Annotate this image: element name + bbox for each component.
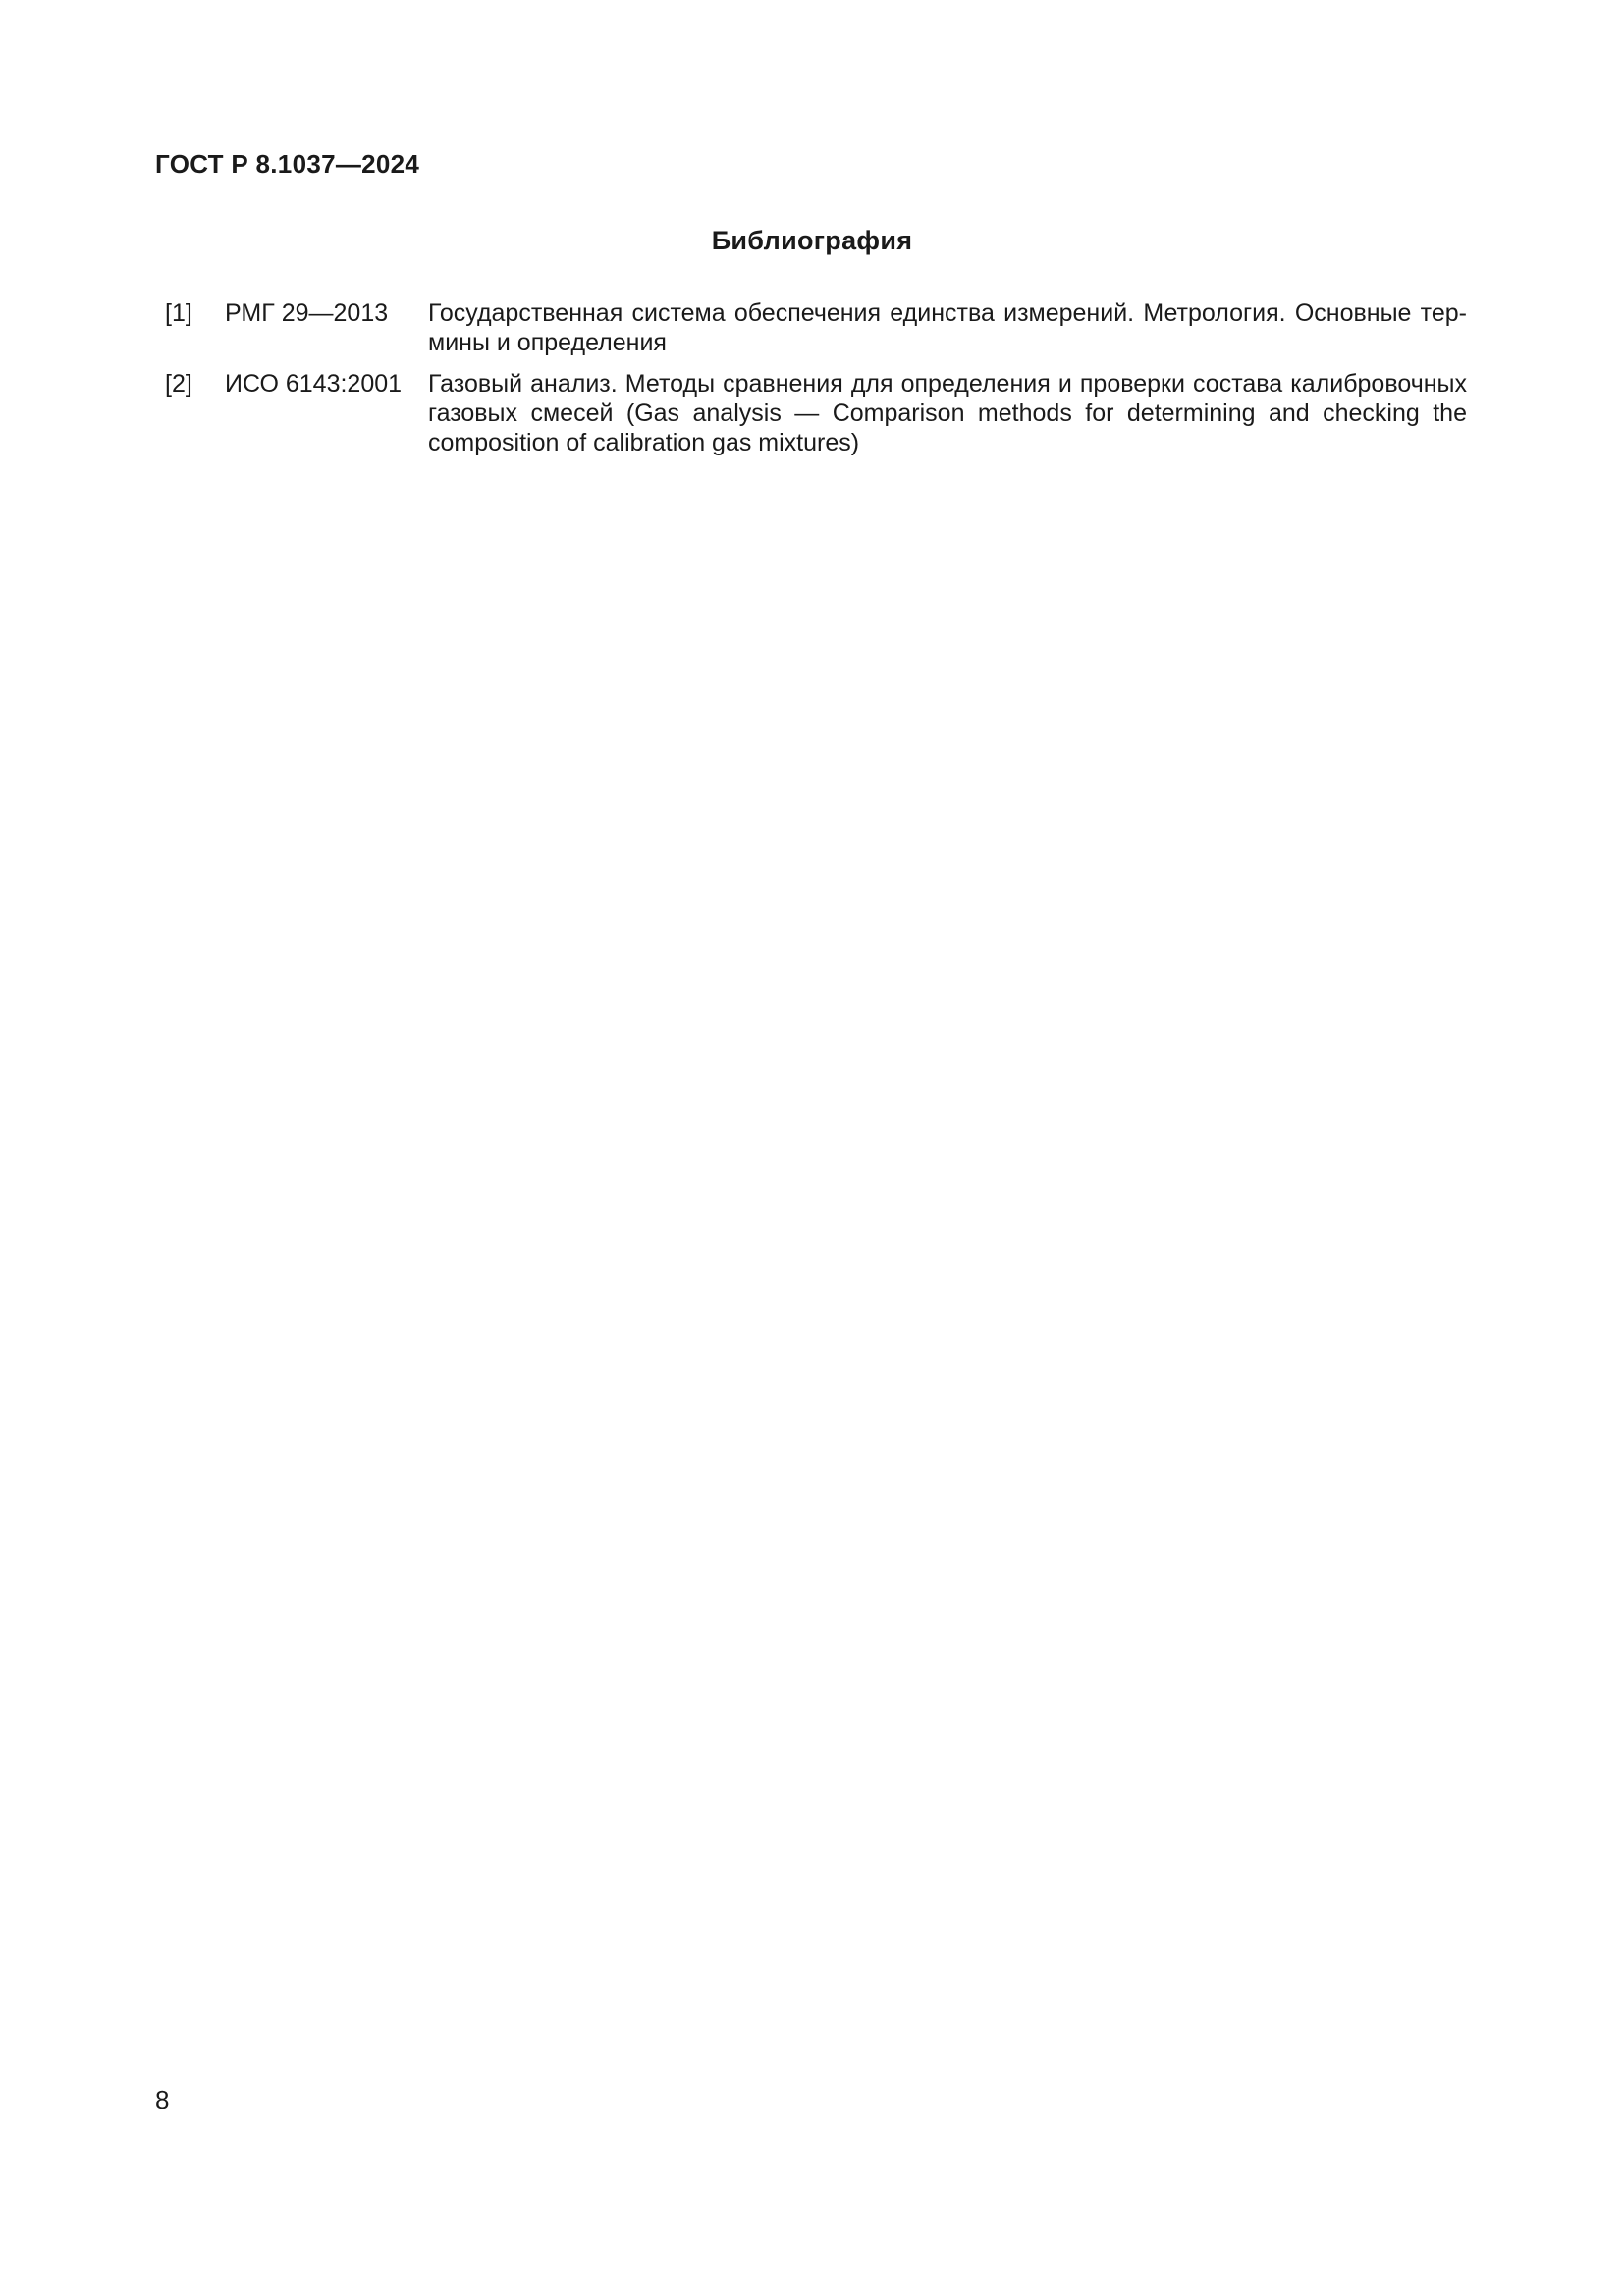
entry-title: Газовый анализ. Методы сравнения для определения и проверки состава калибровочных газовых смесей (Gas analysis — Comparison methods for determining and checking the composition of calibration gas mixtures) xyxy=(428,370,1467,456)
entry-standard-code: РМГ 29—2013 xyxy=(225,299,389,327)
document-code-header: ГОСТ Р 8.1037—2024 xyxy=(155,149,420,179)
bibliography-entry xyxy=(165,369,1467,457)
entry-standard-code: ИСО 6143:2001 xyxy=(225,370,403,398)
entry-title: Государственная система обеспечения единства измерений. Метрология. Основные термины и определения xyxy=(428,299,1467,356)
bibliography-entry xyxy=(165,298,1467,357)
entry-number: [1] xyxy=(165,299,192,327)
page-number: 8 xyxy=(155,2085,170,2114)
entry-number: [2] xyxy=(165,370,192,398)
section-title: Библиография xyxy=(711,226,913,255)
bibliography-list xyxy=(165,298,1467,469)
